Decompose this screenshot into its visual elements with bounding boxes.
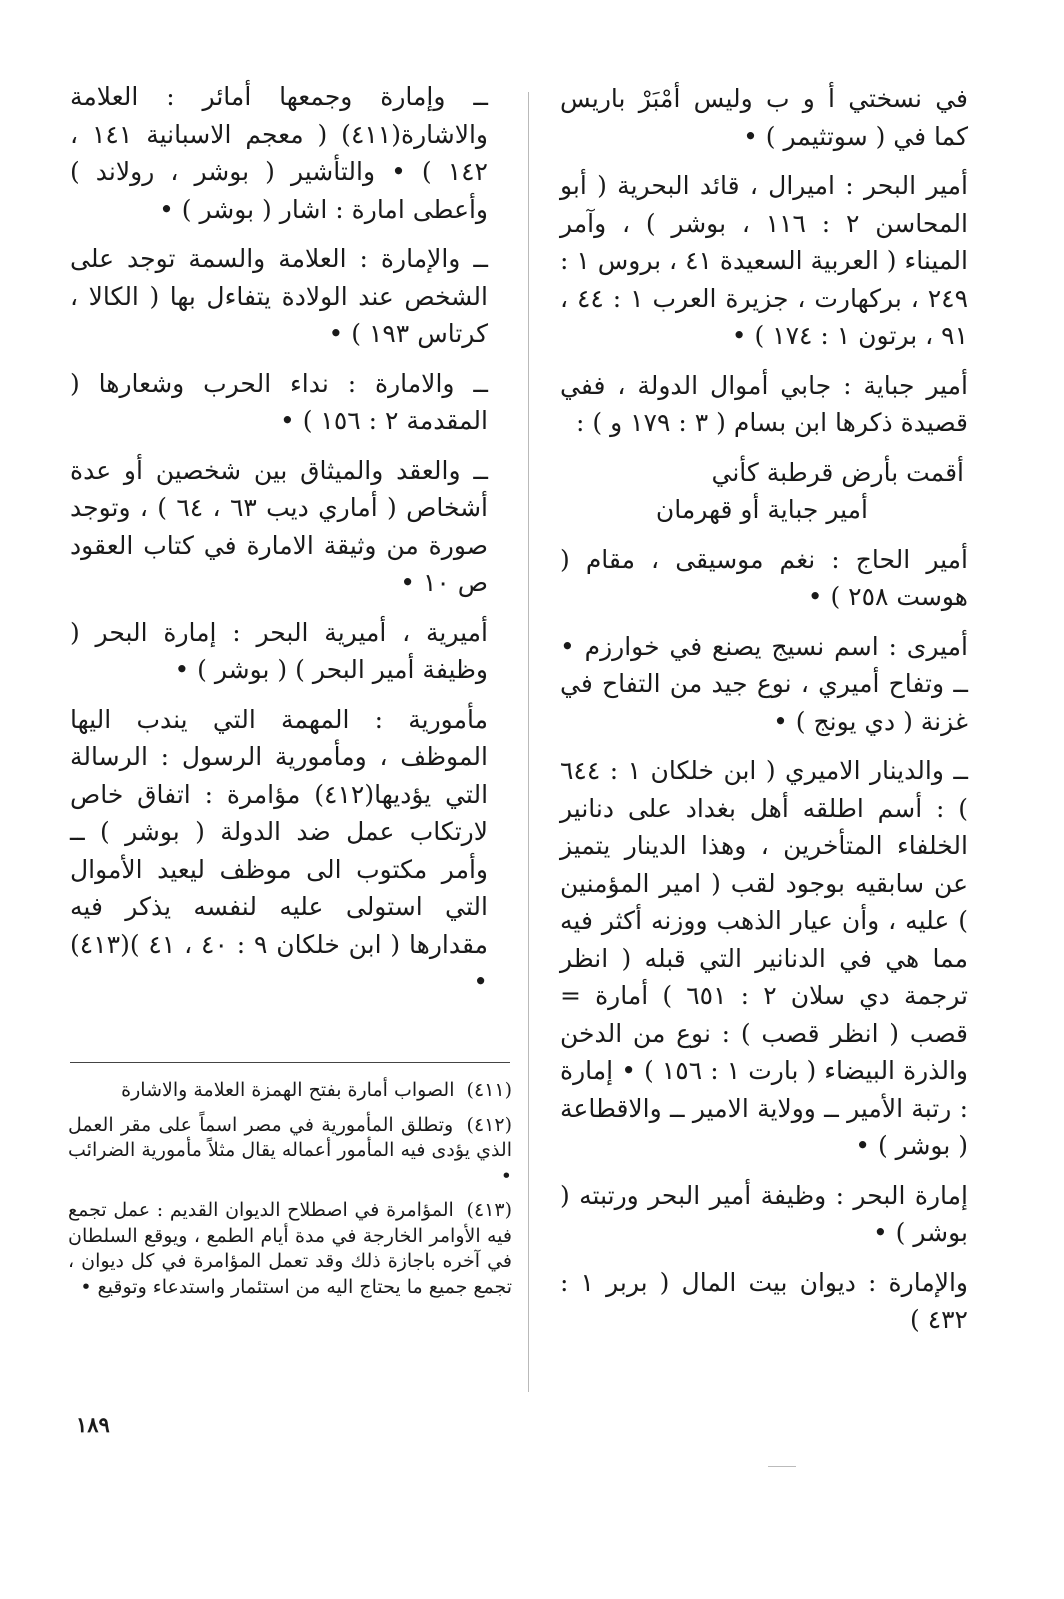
entry-paragraph: والإمارة : ديوان بيت المال ( بربر ١ : ٤٣٢ )	[560, 1267, 968, 1334]
scan-mark	[768, 1466, 796, 1467]
entry-paragraph: إمارة البحر : وظيفة أمير البحر ورتبته ( بوشر ) •	[560, 1180, 968, 1247]
entry-paragraph: أمير الحاج : نغم موسيقى ، مقام ( هوست ٢٥٨ ) •	[560, 544, 968, 611]
footnote-text: المؤامرة في اصطلاح الديوان القديم : عمل تجمع فيه الأوامر الخارجة في مدة أيام الطمع ، ويوقع السلطان في آخره باجازة ذلك وقد تعمل المؤامرة في كل ديوان ، تجمع جميع ما يحتاج اليه من استئمار واستدعاء وتوقيع •	[68, 1199, 512, 1298]
entry-paragraph: أمير جباية : جابي أموال الدولة ، ففي قصيدة ذكرها ابن بسام ( ٣ : ١٧٩ و ) :	[560, 370, 968, 437]
verse-hemistich-1: أقمت بأرض قرطبة كأني	[711, 457, 964, 487]
footnote-number: (٤١٣)	[466, 1199, 513, 1221]
left-column	[70, 78, 488, 1013]
footnote-number: (٤١١)	[466, 1079, 512, 1101]
column-divider	[528, 92, 529, 1392]
footnote-text: الصواب أمارة بفتح الهمزة العلامة والاشارة	[121, 1079, 455, 1101]
verse-hemistich-2: أمير جباية أو قهرمان	[655, 495, 868, 524]
entry-paragraph: أميرية ، أميرية البحر : إمارة البحر ( وظيفة أمير البحر ) ( بوشر ) •	[70, 617, 488, 684]
entry-paragraph: ــ وإمارة وجمعها أمائر : العلامة والاشارة(٤١١) ( معجم الاسبانية ١٤١ ، ١٤٢ ) • والتأشير ( بوشر ، رولاند ) وأعطى امارة : اشار ( بوشر ) •	[70, 82, 488, 224]
entry-paragraph: أميرى : اسم نسيج يصنع في خوارزم • ــ وتفاح أميري ، نوع جيد من التفاح في غزنة ( دي يونج ) •	[560, 631, 968, 736]
right-column	[560, 80, 968, 1351]
entry-paragraph: ــ والعقد والميثاق بين شخصين أو عدة أشخاص ( أماري ديب ٦٣ ، ٦٤ ) ، وتوجد صورة من وثيقة الامارة في كتاب العقود ص ١٠ •	[70, 455, 488, 597]
entry-paragraph: مأمورية : المهمة التي يندب اليها الموظف ، ومأمورية الرسول : الرسالة التي يؤديها(٤١٢) مؤامرة : اتفاق خاص لارتكاب عمل ضد الدولة ( بوشر ) ــ وأمر مكتوب الى موظف ليعيد الأموال التي استولى عليه لنفسه يذكر فيه مقدارها ( ابن خلكان ٩ : ٤٠ ، ٤١ )(٤١٣) •	[70, 704, 489, 996]
footnote-separator	[70, 1062, 510, 1063]
footnote	[68, 1113, 512, 1190]
poem-verse	[560, 454, 968, 529]
entry-paragraph: أمير البحر : اميرال ، قائد البحرية ( أبو المحاسن ٢ : ١١٦ ، بوشر ) ، وآمر الميناء ( العربية السعيدة ٤١ ، بروس ١ : ٢٤٩ ، بركهارت ، جزيرة العرب ١ : ٤٤ ، ٩١ ، برتون ١ : ١٧٤ ) •	[560, 171, 969, 350]
footnotes	[68, 1078, 512, 1309]
footnote-number: (٤١٢)	[466, 1113, 512, 1136]
footnote-text: وتطلق المأمورية في مصر اسماً على مقر العمل الذي يؤدى فيه المأمور أعماله يقال مثلاً مأمورية الضرائب •	[68, 1113, 512, 1187]
entry-paragraph: في نسختي أ و ب وليس أمْبَرْ باريس كما في ( سوتثيمر ) •	[560, 84, 968, 151]
entry-paragraph: ــ والإمارة : العلامة والسمة توجد على الشخص عند الولادة يتفاءل بها ( الكالا ، كرتاس ١٩٣ ) •	[70, 244, 488, 348]
page-number: ١٨٩	[76, 1412, 110, 1437]
footnote	[68, 1078, 512, 1104]
entry-paragraph: ــ والامارة : نداء الحرب وشعارها ( المقدمة ٢ : ١٥٦ ) •	[70, 368, 488, 435]
entry-paragraph: ــ والدينار الاميري ( ابن خلكان ١ : ٦٤٤ ) : أسم اطلقه أهل بغداد على دنانير الخلفاء المتأخرين ، وهذا الدينار يتميز عن سابقيه بوجود لقب ( امير المؤمنين ) عليه ، وأن عيار الذهب ووزنه أكثر فيه مما هي في الدنانير التي قبله ( انظر ترجمة دي سلان ٢ : ٦٥١ ) أمارة = قصب ( انظر قصب ) : نوع من الدخن والذرة البيضاء ( بارت ١ : ١٥٦ ) • إمارة : رتبة الأمير ــ وولاية الامير ــ والاقطاعة ( بوشر ) •	[560, 756, 969, 1160]
footnote	[68, 1198, 512, 1300]
